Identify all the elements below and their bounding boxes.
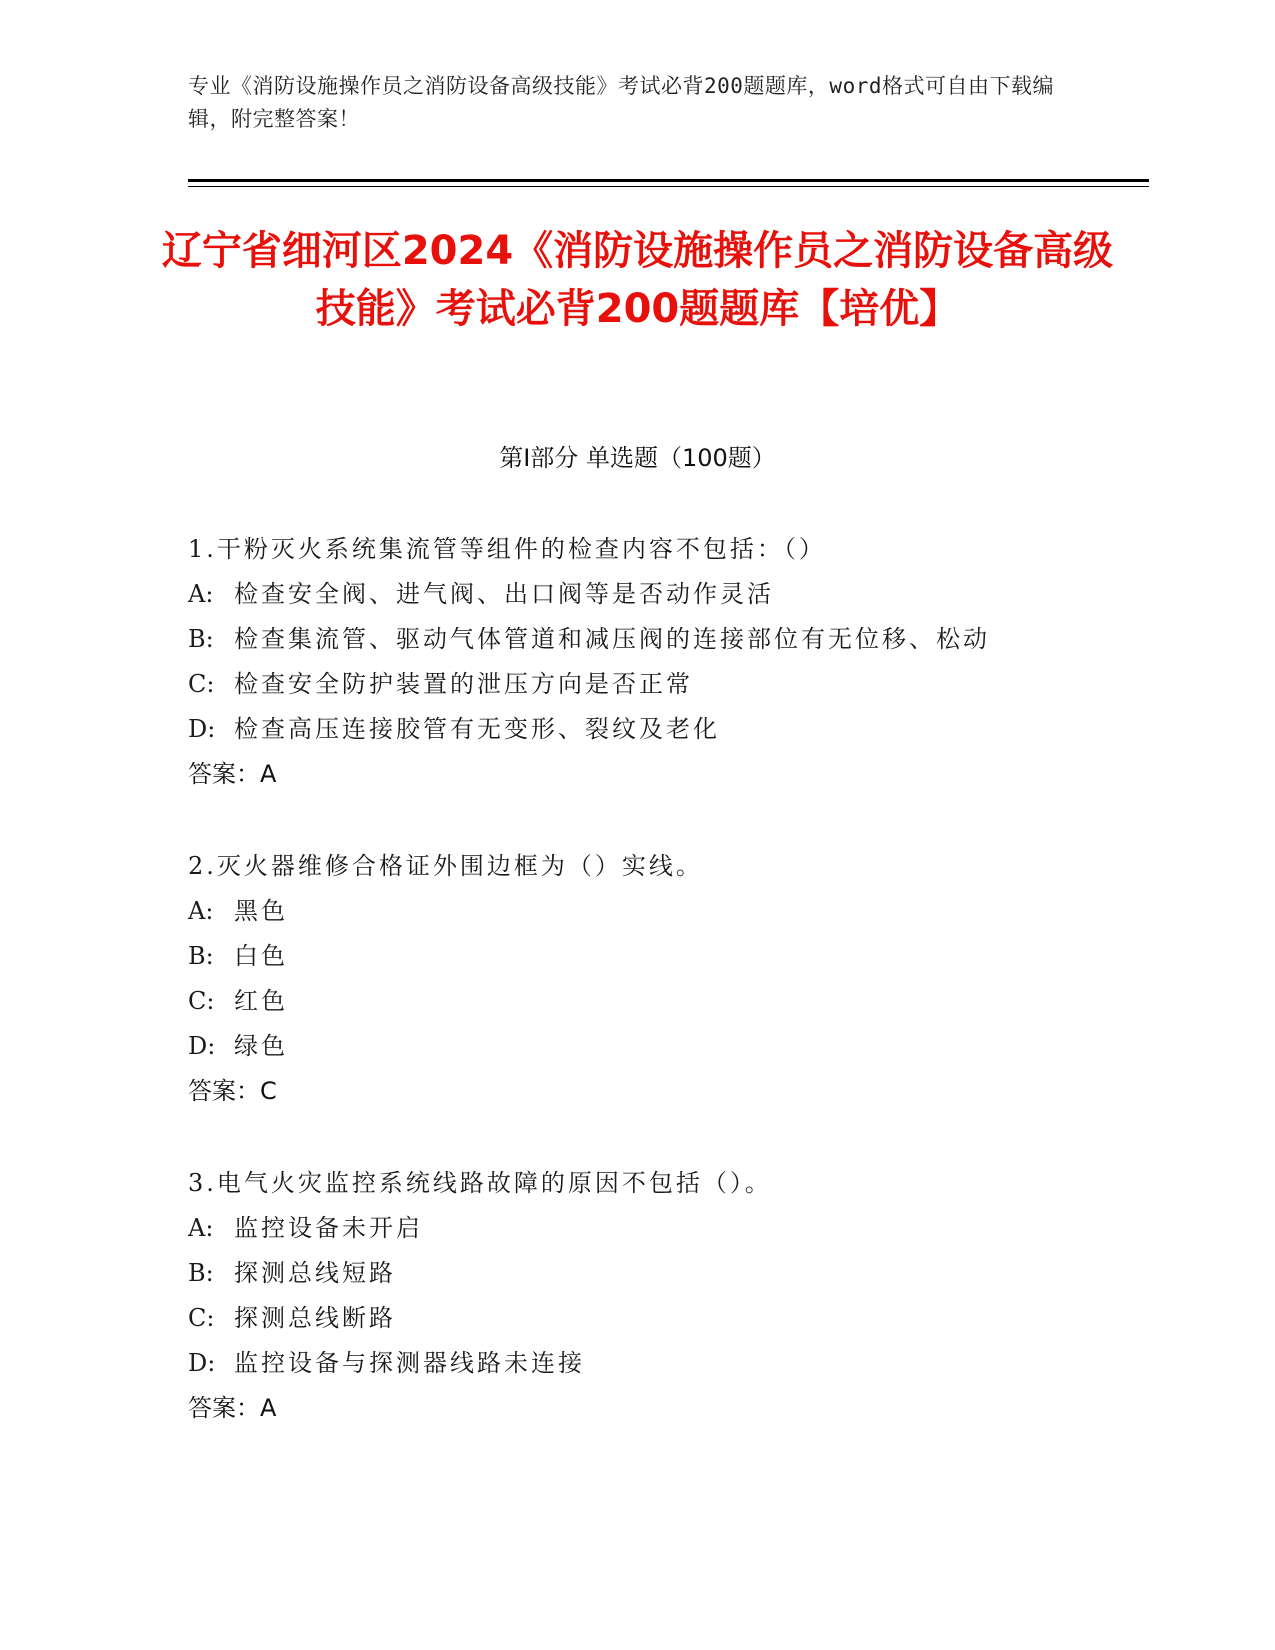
option-key: A:	[188, 1214, 214, 1242]
option-a	[188, 572, 1128, 617]
option-c	[188, 979, 1128, 1024]
option-c	[188, 1296, 1128, 1341]
option-text: 探测总线短路	[234, 1259, 396, 1287]
option-text: 绿色	[234, 1032, 288, 1060]
header-rule-thin	[188, 186, 1149, 187]
question-item	[188, 844, 1128, 1114]
question-item	[188, 527, 1128, 797]
question-stem: 2.灭火器维修合格证外围边框为（）实线。	[188, 852, 703, 880]
option-text: 监控设备与探测器线路未连接	[234, 1349, 585, 1377]
section-title: 第Ⅰ部分 单选题（100题）	[499, 444, 776, 472]
option-b	[188, 617, 1128, 662]
option-b	[188, 934, 1128, 979]
option-d	[188, 1024, 1128, 1069]
option-key: D:	[188, 1349, 216, 1377]
option-d	[188, 1341, 1128, 1386]
option-key: D:	[188, 715, 216, 743]
option-text: 白色	[234, 942, 288, 970]
option-key: B:	[188, 942, 214, 970]
option-c	[188, 662, 1128, 707]
document-header-note: 专业《消防设施操作员之消防设备高级技能》考试必背200题题库，word格式可自由下载编辑，附完整答案！	[188, 74, 1054, 131]
answer-line: 答案：A	[188, 760, 277, 788]
option-key: C:	[188, 670, 215, 698]
option-key: C:	[188, 987, 215, 1015]
option-text: 红色	[234, 987, 288, 1015]
option-text: 探测总线断路	[234, 1304, 396, 1332]
option-key: A:	[188, 897, 214, 925]
option-key: B:	[188, 625, 214, 653]
option-d	[188, 707, 1128, 752]
question-list	[188, 527, 1128, 1478]
option-text: 检查集流管、驱动气体管道和减压阀的连接部位有无位移、松动	[234, 625, 990, 653]
answer-line: 答案：A	[188, 1394, 277, 1422]
option-b	[188, 1251, 1128, 1296]
answer-line: 答案：C	[188, 1077, 277, 1105]
option-key: A:	[188, 580, 214, 608]
option-text: 监控设备未开启	[234, 1214, 423, 1242]
option-text: 检查安全防护装置的泄压方向是否正常	[234, 670, 693, 698]
question-stem: 1.干粉灭火系统集流管等组件的检查内容不包括：（）	[188, 535, 826, 563]
header-rule-thick	[188, 179, 1149, 182]
question-stem: 3.电气火灾监控系统线路故障的原因不包括（）。	[188, 1169, 772, 1197]
question-item	[188, 1161, 1128, 1431]
option-text: 检查高压连接胶管有无变形、裂纹及老化	[234, 715, 720, 743]
option-key: D:	[188, 1032, 216, 1060]
option-text: 黑色	[234, 897, 288, 925]
option-key: C:	[188, 1304, 215, 1332]
option-text: 检查安全阀、进气阀、出口阀等是否动作灵活	[234, 580, 774, 608]
option-key: B:	[188, 1259, 214, 1287]
option-a	[188, 889, 1128, 934]
option-a	[188, 1206, 1128, 1251]
document-title: 辽宁省细河区2024《消防设施操作员之消防设备高级技能》考试必背200题题库【培优】	[161, 228, 1114, 332]
